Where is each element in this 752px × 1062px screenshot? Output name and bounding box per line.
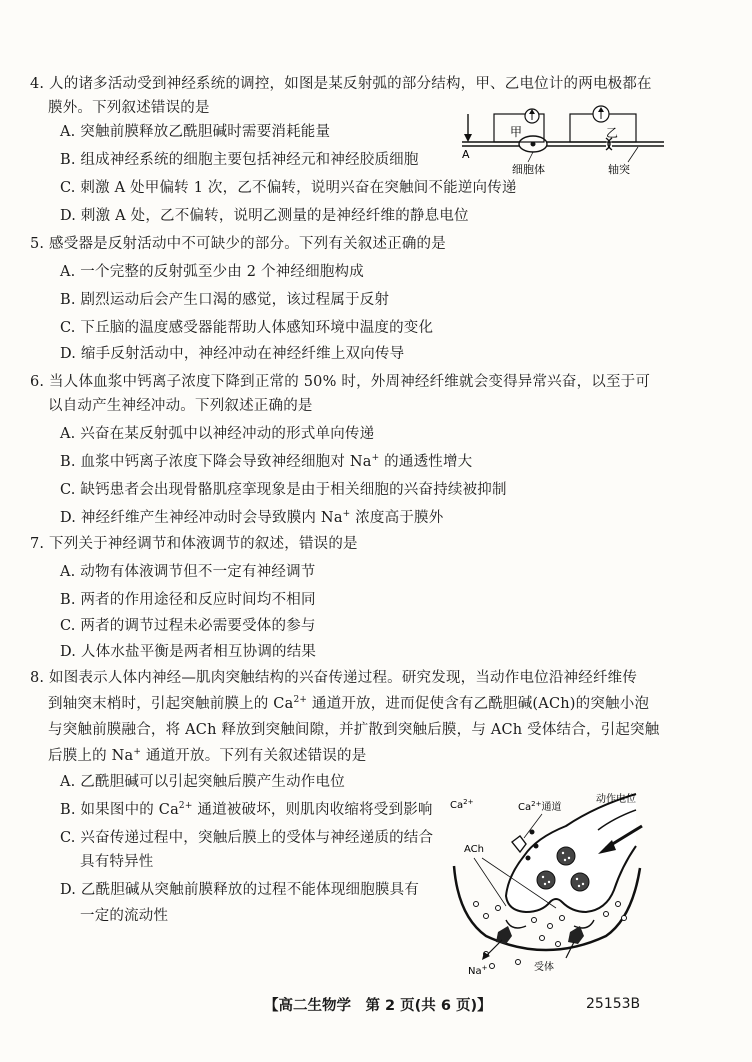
q8-figure [446, 786, 652, 978]
q8-stem-line4 [48, 746, 366, 766]
q6-option-b-text-end: 的通透性增大 [379, 454, 473, 470]
q8-fig-label-ca-channel [518, 800, 561, 813]
q8-stem-line2-text: 到轴突末梢时，引起突触前膜上的 Ca [48, 696, 294, 712]
q7-option-b: B. 两者的作用途径和反应时间均不相同 [60, 592, 316, 608]
q8-fig-ca-channel-suffix: 通道 [541, 802, 562, 813]
q8-fig-label-action: 动作电位 [596, 794, 636, 805]
q6-option-b [60, 452, 472, 472]
q8-option-a: A. 乙酰胆碱可以引起突触后膜产生动作电位 [60, 774, 345, 790]
q8-fig-label-receptor: 受体 [534, 962, 554, 973]
q8-option-b-sup: 2+ [178, 801, 193, 812]
q8-stem-line4-sup: + [133, 747, 142, 758]
q4-fig-label-cell: 细胞体 [512, 163, 545, 176]
q8-fig-na-sup: + [481, 964, 488, 972]
q7-option-a: A. 动物有体液调节但不一定有神经调节 [60, 564, 316, 580]
q8-fig-ca-channel-sup: 2+ [531, 800, 542, 808]
q4-option-d: D. 刺激 A 处，乙不偏转，说明乙测量的是神经纤维的静息电位 [60, 208, 469, 224]
q6-option-d [60, 508, 443, 528]
q4-fig-label-a: A [462, 148, 470, 161]
q5-option-c: C. 下丘脑的温度感受器能帮助人体感知环境中温度的变化 [60, 320, 434, 336]
q6-option-b-sup: + [371, 453, 380, 464]
q8-stem-line1: 8. 如图表示人体内神经—肌肉突触结构的兴奋传递过程。研究发现，当动作电位沿神经纤维传 [30, 670, 638, 686]
page-footer: 【高二生物学 第 2 页(共 6 页)】 [264, 998, 492, 1014]
q6-option-d-text: D. 神经纤维产生神经冲动时会导致膜内 Na [60, 510, 343, 526]
q8-fig-label-na [468, 964, 488, 977]
q7-option-c: C. 两者的调节过程未必需要受体的参与 [60, 618, 316, 634]
q8-option-c-line1: C. 兴奋传递过程中，突触后膜上的受体与神经递质的结合 [60, 830, 434, 846]
q8-fig-ca-channel-text: Ca [518, 802, 532, 813]
q6-stem-line1: 6. 当人体血浆中钙离子浓度下降到正常的 50% 时，外周神经纤维就会变得异常兴奋，以至于可 [30, 374, 651, 390]
q6-option-a: A. 兴奋在某反射弧中以神经冲动的形式单向传递 [60, 426, 375, 442]
q5-option-a: A. 一个完整的反射弧至少由 2 个神经细胞构成 [60, 264, 364, 280]
q8-stem-line4-text: 后膜上的 Na [48, 748, 134, 764]
q4-option-b: B. 组成神经系统的细胞主要包括神经元和神经胶质细胞 [60, 152, 419, 168]
q6-option-b-text: B. 血浆中钙离子浓度下降会导致神经细胞对 Na [60, 454, 372, 470]
q8-option-b [60, 800, 433, 820]
q8-stem-line4-text-end: 通道开放。下列有关叙述错误的是 [141, 748, 367, 764]
q8-fig-label-ach: ACh [464, 844, 484, 855]
q6-option-d-sup: + [342, 509, 351, 520]
q8-fig-na-text: Na [468, 966, 482, 977]
q8-fig-ca-text: Ca [450, 800, 464, 811]
q4-fig-label-axon: 轴突 [608, 163, 630, 176]
q4-stem-line1: 4. 人的诸多活动受到神经系统的调控，如图是某反射弧的部分结构，甲、乙电位计的两电极都在 [30, 76, 652, 92]
q8-option-c-line2: 具有特异性 [80, 854, 154, 870]
q8-option-b-text: B. 如果图中的 Ca [60, 802, 179, 818]
q4-fig-label-yi: 乙 [606, 126, 619, 140]
q6-option-d-text-end: 浓度高于膜外 [350, 510, 444, 526]
q6-stem-line2: 以自动产生神经冲动。下列叙述正确的是 [48, 398, 313, 414]
q4-option-a: A. 突触前膜释放乙酰胆碱时需要消耗能量 [60, 124, 331, 140]
q6-option-c: C. 缺钙患者会出现骨骼肌痉挛现象是由于相关细胞的兴奋持续被抑制 [60, 482, 507, 498]
q8-option-d-line1: D. 乙酰胆碱从突触前膜释放的过程不能体现细胞膜具有 [60, 882, 420, 898]
exam-code: 25153B [586, 996, 641, 1012]
q4-fig-label-jia: 甲 [510, 125, 523, 139]
q4-stem-line2: 膜外。下列叙述错误的是 [48, 100, 210, 116]
q5-option-d: D. 缩手反射活动中，神经冲动在神经纤维上双向传导 [60, 346, 405, 362]
q8-stem-line2-text-end: 通道开放，进而促使含有乙酰胆碱(ACh)的突触小泡 [307, 696, 650, 712]
q8-stem-line3: 与突触前膜融合，将 ACh 释放到突触间隙，并扩散到突触后膜，与 ACh 受体结合，引起突触 [48, 722, 660, 738]
q5-option-b: B. 剧烈运动后会产生口渴的感觉，该过程属于反射 [60, 292, 390, 308]
q8-stem-line2-sup: 2+ [293, 695, 308, 706]
q8-fig-ca-sup: 2+ [463, 798, 474, 806]
q7-stem: 7. 下列关于神经调节和体液调节的叙述，错误的是 [30, 536, 358, 552]
q8-fig-label-ca [450, 798, 474, 811]
q8-option-b-text-end: 通道被破坏，则肌肉收缩将受到影响 [192, 802, 433, 818]
q7-option-d: D. 人体水盐平衡是两者相互协调的结果 [60, 644, 317, 660]
q5-stem: 5. 感受器是反射活动中不可缺少的部分。下列有关叙述正确的是 [30, 236, 446, 252]
q8-stem-line2 [48, 694, 649, 714]
q4-figure [458, 100, 678, 178]
q8-option-d-line2: 一定的流动性 [80, 908, 169, 924]
q4-option-c: C. 刺激 A 处甲偏转 1 次，乙不偏转，说明兴奋在突触间不能逆向传递 [60, 180, 517, 196]
